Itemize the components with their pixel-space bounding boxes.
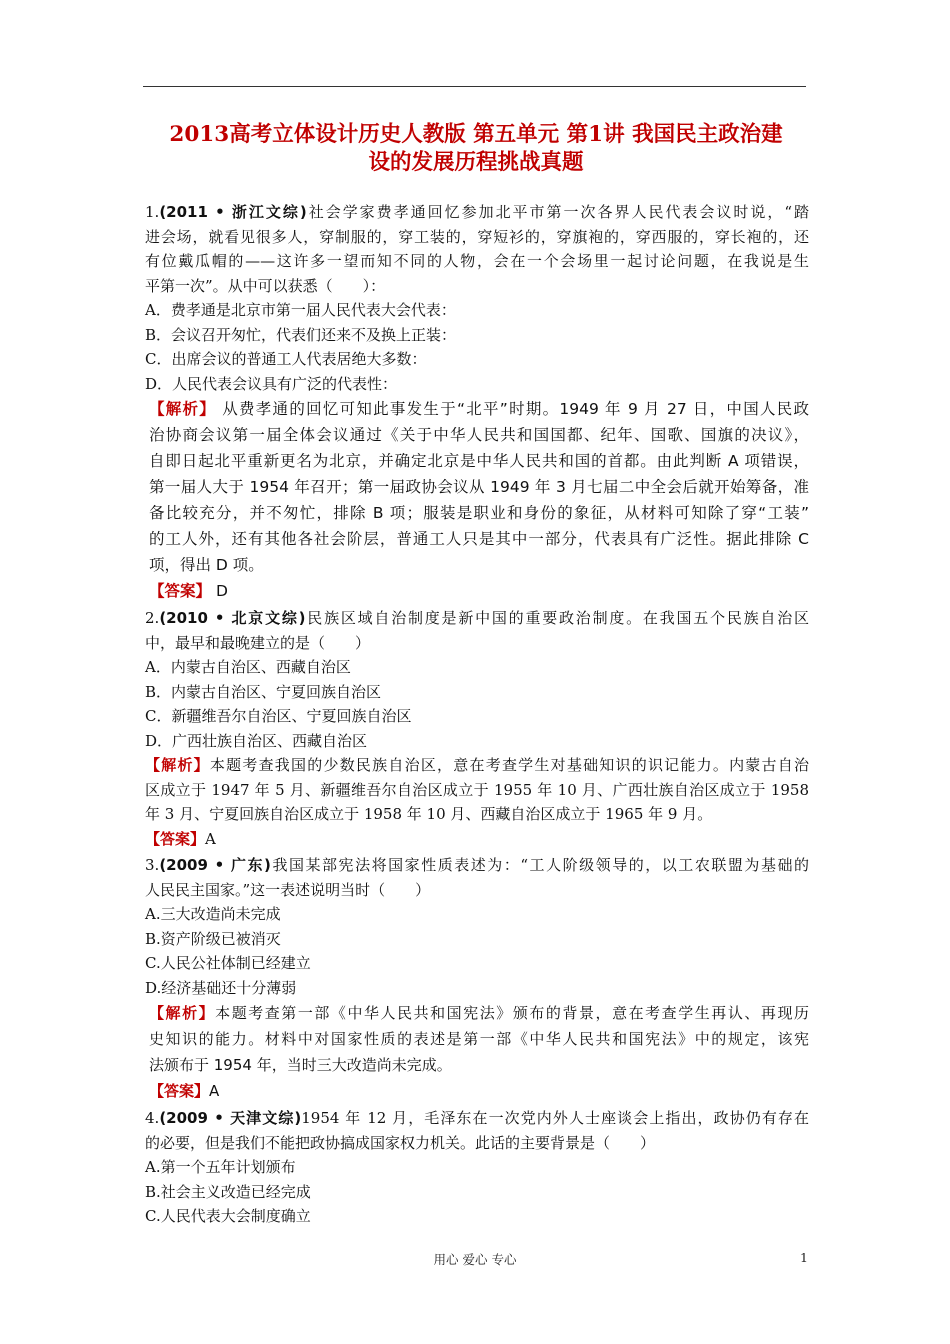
question-stem-line: 社会学家费孝通回忆参加北平市第一次各界人民代表会议时说，“踏 [306,203,810,221]
analysis-line: 史知识的能力。材料中对国家性质的表述是第一部《中华人民共和国宪法》中的规定，该宪 [149,1030,809,1048]
question-stem-line: 中，最早和最晚建立的是（ ） [145,633,371,652]
analysis-line: 从费孝通的回忆可知此事发生于“北平”时期。1949 年 9 月 27 日，中国人民政 [216,400,809,418]
question-source: (2009 • 广东) [159,856,271,874]
document-title [120,121,832,177]
option-c: C.人民公社体制已经建立 [145,954,311,972]
page-number: 1 [800,1250,808,1265]
analysis-tag: 【解析】 [149,400,217,418]
analysis-tag: 【解析】 [145,756,210,774]
question-number: 1. [145,203,160,221]
question-stem-line: 进会场，就看见很多人，穿制服的，穿工装的，穿短衫的，穿旗袍的，穿西服的，穿长袍的，还 [145,227,809,246]
option-a: A．内蒙古自治区、西藏自治区 [145,658,351,676]
answer-value: D [211,582,228,600]
analysis-tag: 【解析】 [149,1004,216,1022]
question-stem-line: 有位戴瓜帽的——这许多一望而知不同的人物，会在一个会场里一起讨论问题，在我说是生 [145,252,809,270]
option-b: B.社会主义改造已经完成 [145,1182,311,1201]
option-d: D.经济基础还十分薄弱 [145,978,297,997]
analysis-line: 项，得出 D 项。 [149,556,264,574]
question-source: (2010 • 北京文综) [159,609,306,627]
analysis-line: 第一届人大于 1954 年召开；第一届政协会议从 1949 年 3 月七届二中全会后就开始筹备，准 [149,478,809,496]
option-c: C.人民代表大会制度确立 [145,1207,311,1225]
question-1 [145,200,809,604]
option-d: D．人民代表会议具有广泛的代表性： [145,374,398,393]
answer-tag: 【答案】 [149,1082,210,1100]
option-c: C．出席会议的普通工人代表居绝大多数： [145,350,427,368]
option-a: A.三大改造尚未完成 [145,905,281,923]
question-stem-line: 我国某部宪法将国家性质表述为：“工人阶级领导的，以工农联盟为基础的 [270,856,809,874]
option-b: B.资产阶级已被消灭 [145,929,281,948]
analysis-line: 本题考查我国的少数民族自治区，意在考查学生对基础知识的识记能力。内蒙古自治 [209,756,809,774]
question-number: 3. [145,856,160,874]
question-stem-line: 的必要，但是我们不能把政协搞成国家权力机关。此话的主要背景是（ ） [145,1133,656,1152]
option-b: B．会议召开匆忙，代表们还来不及换上正装： [145,325,457,344]
answer-value: A [209,1082,220,1100]
option-d: D．广西壮族自治区、西藏自治区 [145,731,368,750]
question-number: 2. [145,609,160,627]
option-a: A.第一个五年计划颁布 [145,1158,296,1176]
analysis-block [145,1000,809,1104]
analysis-block [145,396,809,604]
analysis-line: 本题考查第一部《中华人民共和国宪法》颁布的背景，意在考查学生再认、再现历 [215,1004,809,1022]
question-number: 4. [145,1109,160,1127]
title-line-1: 2013高考立体设计历史人教版 第五单元 第1讲 我国民主政治建 [169,122,783,147]
question-stem-line: 1954 年 12 月，毛泽东在一次党内外人士座谈会上指出，政协仍有存在 [301,1109,809,1127]
analysis-line: 区成立于 1947 年 5 月、新疆维吾尔自治区成立于 1955 年 10 月、广西壮族自治区成立于 1958 [145,780,809,799]
question-stem-line: 人民民主国家。”这一表述说明当时（ ） [145,880,431,899]
analysis-line: 法颁布于 1954 年，当时三大改造尚未完成。 [149,1056,452,1074]
header-rule [143,86,806,87]
question-stem-line: 民族区域自治制度是新中国的重要政治制度。在我国五个民族自治区 [305,609,809,627]
answer-tag: 【答案】 [149,582,212,600]
question-3 [145,853,809,1104]
question-2 [145,606,809,851]
analysis-line: 备比较充分，并不匆忙，排除 B 项；服装是职业和身份的象征，从材料可知除了穿“工装” [149,504,809,522]
question-4 [145,1106,809,1229]
analysis-line: 的工人外，还有其他各社会阶层，普通工人只是其中一部分，代表具有广泛性。据此排除 C [149,530,809,548]
option-a: A．费孝通是北京市第一届人民代表大会代表： [145,301,456,319]
document-body [145,198,809,1229]
option-b: B．内蒙古自治区、宁夏回族自治区 [145,682,382,701]
analysis-line: 治协商会议第一届全体会议通过《关于中华人民共和国国都、纪年、国歌、国旗的决议》， [149,426,809,444]
title-line-2: 设的发展历程挑战真题 [368,150,584,175]
answer-value: A [205,829,216,848]
answer-tag: 【答案】 [145,829,206,848]
footer-motto: 用心 爱心 专心 [433,1252,517,1267]
analysis-line: 年 3 月、宁夏回族自治区成立于 1958 年 10 月、西藏自治区成立于 1965 年 9 月。 [145,805,713,823]
question-source: (2011 • 浙江文综) [159,203,307,221]
question-source: (2009 • 天津文综) [159,1109,302,1127]
question-stem-line: 平第一次”。从中可以获悉（ ）： [145,276,386,295]
analysis-line: 自即日起北平重新更名为北京，并确定北京是中华人民共和国的首都。由此判断 A 项错误， [149,452,809,470]
option-c: C．新疆维吾尔自治区、宁夏回族自治区 [145,707,412,725]
